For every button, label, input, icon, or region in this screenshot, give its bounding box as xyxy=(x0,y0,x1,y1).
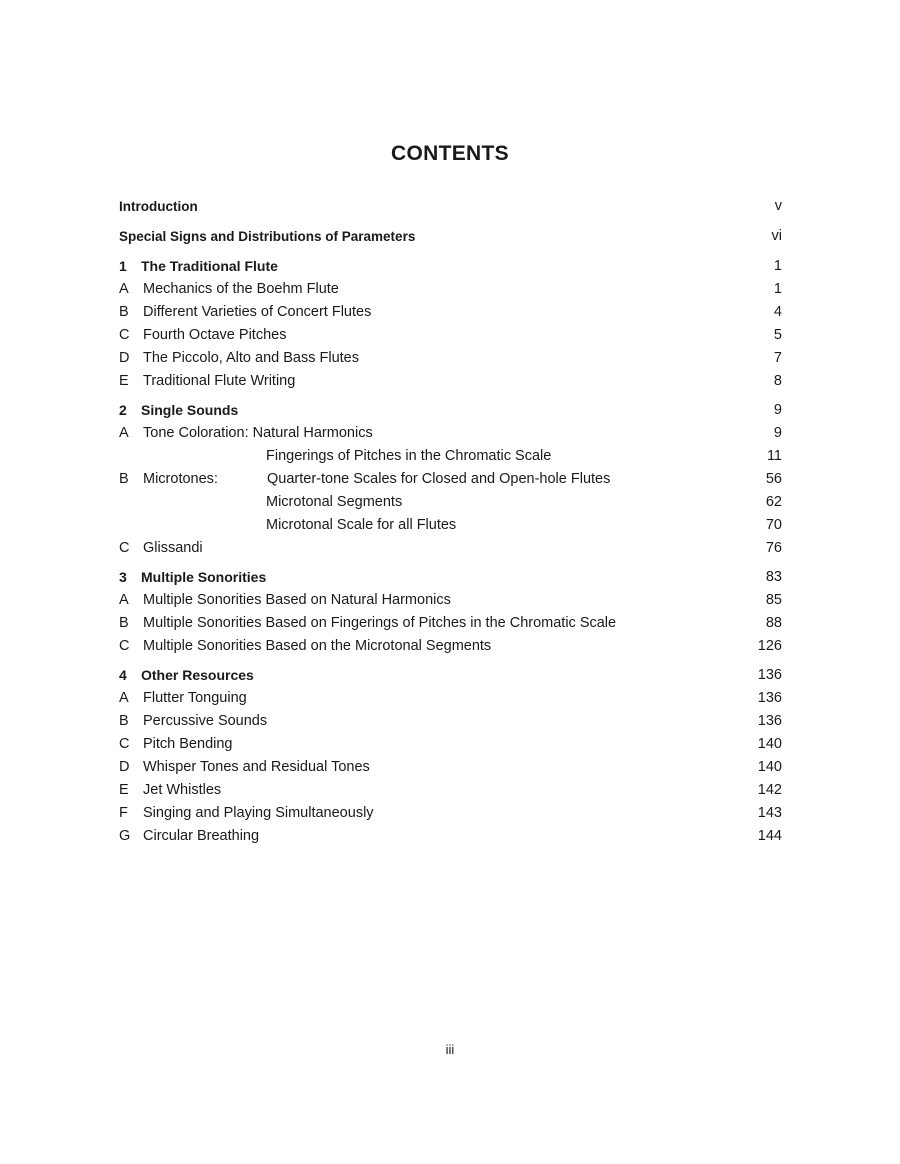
item-label: Different Varieties of Concert Flutes xyxy=(143,304,372,320)
item-letter: E xyxy=(119,782,129,798)
section-title: Other Resources xyxy=(141,667,254,683)
table-of-contents xyxy=(119,195,782,848)
section-title: Multiple Sonorities xyxy=(141,569,267,585)
item-label: Flutter Tonguing xyxy=(143,690,247,706)
toc-page-number: 1 xyxy=(773,281,782,297)
toc-item xyxy=(119,802,782,825)
item-letter: C xyxy=(119,736,130,752)
toc-page-number: 142 xyxy=(757,782,782,798)
item-letter: C xyxy=(119,638,130,654)
page-title: CONTENTS xyxy=(391,142,509,165)
item-label: Microtonal Scale for all Flutes xyxy=(266,517,457,533)
toc-page-number: 140 xyxy=(757,759,782,775)
toc-item xyxy=(119,324,782,347)
toc-item xyxy=(119,612,782,635)
item-prefix: Microtones: xyxy=(143,471,218,487)
item-letter: B xyxy=(119,304,129,320)
toc-page-number: 5 xyxy=(773,327,782,343)
toc-item xyxy=(119,445,782,468)
footer-page-number: iii xyxy=(445,1042,455,1057)
section-number: 1 xyxy=(119,258,127,274)
toc-item xyxy=(119,301,782,324)
item-letter: F xyxy=(119,805,128,821)
toc-page-number: 8 xyxy=(773,373,782,389)
section-number: 4 xyxy=(119,667,127,683)
toc-item xyxy=(119,514,782,537)
item-label: Natural Harmonics xyxy=(252,425,373,441)
item-letter: D xyxy=(119,350,130,366)
item-label: The Piccolo, Alto and Bass Flutes xyxy=(143,350,359,366)
item-letter: A xyxy=(119,281,129,297)
section-number: 3 xyxy=(119,569,127,585)
toc-item xyxy=(119,537,782,560)
toc-item xyxy=(119,756,782,779)
toc-section-2 xyxy=(119,399,782,422)
item-prefix: Tone Coloration: xyxy=(143,425,249,441)
toc-page-number: 76 xyxy=(765,540,782,556)
toc-page-number: 56 xyxy=(765,471,782,487)
toc-item xyxy=(119,825,782,848)
toc-item xyxy=(119,589,782,612)
toc-page-number: 7 xyxy=(773,350,782,366)
item-letter: B xyxy=(119,713,129,729)
item-letter: B xyxy=(119,471,129,487)
toc-page-number: 143 xyxy=(757,805,782,821)
item-letter: G xyxy=(119,828,131,844)
toc-item xyxy=(119,422,782,445)
toc-page-number: 1 xyxy=(773,258,782,274)
item-label: Multiple Sonorities Based on Fingerings of Pitches in the Chromatic Scale xyxy=(143,615,617,631)
item-label: Singing and Playing Simultaneously xyxy=(143,805,374,821)
toc-page-number: 70 xyxy=(765,517,782,533)
section-number: 2 xyxy=(119,402,127,418)
toc-item xyxy=(119,733,782,756)
item-label: Whisper Tones and Residual Tones xyxy=(143,759,370,775)
toc-item xyxy=(119,710,782,733)
toc-section-4 xyxy=(119,664,782,687)
item-label: Traditional Flute Writing xyxy=(143,373,296,389)
section-title: The Traditional Flute xyxy=(141,258,278,274)
toc-page-number: 126 xyxy=(757,638,782,654)
item-label: Multiple Sonorities Based on the Microtonal Segments xyxy=(143,638,492,654)
item-label: Circular Breathing xyxy=(143,828,260,844)
toc-page-number: 136 xyxy=(757,713,782,729)
toc-item xyxy=(119,278,782,301)
toc-section-1 xyxy=(119,255,782,278)
item-letter: A xyxy=(119,425,129,441)
toc-page-number: 136 xyxy=(757,690,782,706)
item-label: Multiple Sonorities Based on Natural Harmonics xyxy=(143,592,451,608)
item-letter: D xyxy=(119,759,130,775)
toc-page-number: 88 xyxy=(765,615,782,631)
toc-entry-introduction xyxy=(119,195,782,218)
section-title: Single Sounds xyxy=(141,402,239,418)
toc-page-number: 83 xyxy=(765,569,782,585)
toc-page-number: 9 xyxy=(773,402,782,418)
item-letter: C xyxy=(119,540,130,556)
item-letter: C xyxy=(119,327,130,343)
toc-item xyxy=(119,370,782,393)
toc-page-number: 144 xyxy=(757,828,782,844)
toc-label: Introduction xyxy=(119,199,198,214)
item-label: Fourth Octave Pitches xyxy=(143,327,287,343)
toc-item xyxy=(119,687,782,710)
item-letter: A xyxy=(119,592,129,608)
item-letter: E xyxy=(119,373,129,389)
item-label: Percussive Sounds xyxy=(143,713,268,729)
toc-item xyxy=(119,347,782,370)
toc-page-number: 85 xyxy=(765,592,782,608)
toc-item xyxy=(119,779,782,802)
item-letter: A xyxy=(119,690,129,706)
item-label: Microtonal Segments xyxy=(266,494,403,510)
item-label: Glissandi xyxy=(143,540,203,556)
toc-entry-special-signs xyxy=(119,225,782,248)
item-letter: B xyxy=(119,615,129,631)
toc-page-number: 9 xyxy=(773,425,782,441)
toc-page-number: 136 xyxy=(757,667,782,683)
toc-section-3 xyxy=(119,566,782,589)
toc-page-number: 62 xyxy=(765,494,782,510)
item-label: Jet Whistles xyxy=(143,782,222,798)
toc-page-number: 4 xyxy=(773,304,782,320)
item-label: Fingerings of Pitches in the Chromatic Scale xyxy=(266,448,552,464)
item-label: Pitch Bending xyxy=(143,736,233,752)
toc-page-number: vi xyxy=(771,228,782,244)
toc-item xyxy=(119,468,782,491)
item-label: Quarter-tone Scales for Closed and Open-hole Flutes xyxy=(267,471,611,487)
toc-page-number: 11 xyxy=(766,448,782,464)
toc-page-number: v xyxy=(774,198,782,214)
toc-item xyxy=(119,635,782,658)
toc-page-number: 140 xyxy=(757,736,782,752)
item-label: Mechanics of the Boehm Flute xyxy=(143,281,339,297)
toc-label: Special Signs and Distributions of Parameters xyxy=(119,229,416,244)
toc-item xyxy=(119,491,782,514)
